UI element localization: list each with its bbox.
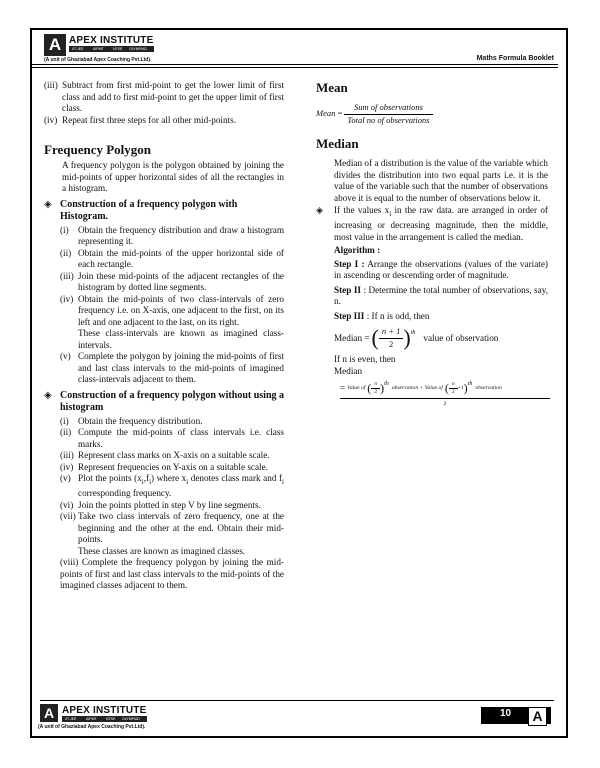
logo-subtitle: (A unit of Ghaziabad Apex Coaching Pvt.Ltd). [44,57,152,63]
logo-tag: AIPMT [93,47,104,51]
header-rule-thin [30,67,558,68]
page-number: 10 [500,708,512,719]
bullet-item: ◈ If the values $x_i$ in the raw data. are arranged in order of increasing or decreasing magnitude, then the middle, most value in the arrangement is called the median. [316,205,548,242]
section-heading-median: Median [316,136,359,151]
median-odd-formula: Median = ( $\frac{n + 1}{2}$ ) $^{th}$ value of observation [334,325,499,351]
header-logo [44,34,156,63]
logo-tag: IIT-JEE [72,47,84,51]
list-item: These class-intervals are known as imagined class-intervals. [78,328,284,350]
right-column [316,80,548,408]
booklet-title: Maths Formula Booklet [476,55,554,62]
logo-tags [69,46,154,52]
list-item: (viii) Complete the frequency polygon by joining the mid-points of first and last class intervals to the mid-points of the imagined classes adjacent to them. [60,557,284,591]
logo-tag: NTSE [113,47,123,51]
logo-tag: NTSE [106,717,116,721]
footer-logo [40,704,170,734]
mean-fraction: $\frac{\text{Sum of observations}}{\text{Total no of observations}}$ [344,102,432,126]
list-item: (ii) Compute the mid-points of class intervals i.e. class marks. [60,427,284,449]
paragraph: Median of a distribution is the value of the variable which divides the distribution into two equal parts i.e. it is the value of the variable such that the number of observations above it is equal to the number of observations below it. [334,158,548,203]
even-case-text: If n is even, then [334,354,396,365]
list-item: (iv) Repeat first three steps for all other mid-points. [44,114,237,125]
step-3: Step III : If n is odd, then [334,310,430,321]
list-item: (vi) Join the points plotted in step V by line segments. [60,499,261,510]
list-item: (iv) Represent frequencies on Y-axis on a suitable scale. [60,461,268,472]
list [60,225,284,386]
list-item: (v) Complete the polygon by joining the mid-points of first and last class intervals to the mid-points of imagined class-intervals adjacent to them. [60,351,284,384]
list-item: (i) Obtain the frequency distribution and draw a histogram representing it. [60,224,284,246]
logo-name: APEX INSTITUTE [69,35,154,46]
logo-tag: IIT-JEE [65,717,77,721]
algorithm-heading: Algorithm : [334,245,381,256]
section-heading-frequency-polygon: Frequency Polygon [44,142,152,157]
step-2: Step II : Determine the total number of observations, say, n. [334,284,549,307]
logo-mark: A [40,704,58,722]
logo-mark: A [44,34,66,56]
list [60,416,284,558]
logo-tag: OLYMPIAD [122,717,140,721]
list-item: (iii) Join these mid-points of the adjacent rectangles of the histogram by dotted line segments. [60,270,284,292]
logo-tag: OLYMPIAD [129,47,147,51]
diamond-bullet-icon: ◈ [316,205,324,215]
header-rule [30,64,558,65]
diamond-bullet-icon: ◈ [44,389,52,401]
logo-name: APEX INSTITUTE [62,705,147,716]
paragraph: A frequency polygon is the polygon obtained by joining the mid-points of upper horizontal sides of all the rectangles in a histogram. [62,160,284,193]
list-item: (iii) Represent class marks on X-axis on a suitable scale. [60,450,270,460]
list-item: (i) Obtain the frequency distribution. [60,415,203,426]
algorithm-block [334,245,548,377]
logo-tags [62,716,147,722]
list-item: These classes are known as imagined classes. [78,545,246,556]
left-column [44,80,284,592]
subsection-heading: ◈ Construction of a frequency polygon with Histogram. [44,198,238,222]
list-item: (vii) Take two class intervals of zero frequency, one at the beginning and the other at the end. Obtain their mid-points. [60,511,284,545]
median-label: Median [334,365,363,376]
footer-rule [40,700,554,701]
median-even-formula: = Value of ( $\frac{n}{2}$ ) th observation + Value of ( $\frac{n}{2}$ +1 ) th observation 2 [340,381,550,408]
list-item: (iii) Subtract from first mid-point to get the lower limit of first class and add to first mid-point to get the upper limit of first class. [44,80,284,113]
list-item: (iv) Obtain the mid-points of two class-intervals of zero frequency i.e. on X-axis, one adjacent to the first, on its left and one adjacent to the last, on its right. [60,293,284,327]
list-item: (v) Plot the points $(x_i,f_i)$ where $x_i$ denotes class mark and $f_i$ corresponding frequency. [60,473,284,499]
step-1: Step I : Arrange the observations (values of the variate) in ascending or descending order of magnitude. [334,258,548,281]
logo-subtitle: (A unit of Ghaziabad Apex Coaching Pvt.Ltd). [38,724,146,730]
section-heading-mean: Mean [316,80,348,95]
mean-formula: Mean = $\frac{\text{Sum of observations}}{\text{Total no of observations}}$ [316,102,548,126]
diamond-bullet-icon: ◈ [44,198,52,210]
list-item: (ii) Obtain the mid-points of the upper horizontal side of each rectangle. [60,247,284,269]
subsection-heading: ◈ Construction of a frequency polygon without using a histogram [44,389,285,413]
logo-tag: AIPMT [86,717,97,721]
page-logo-mark: A [528,707,547,726]
